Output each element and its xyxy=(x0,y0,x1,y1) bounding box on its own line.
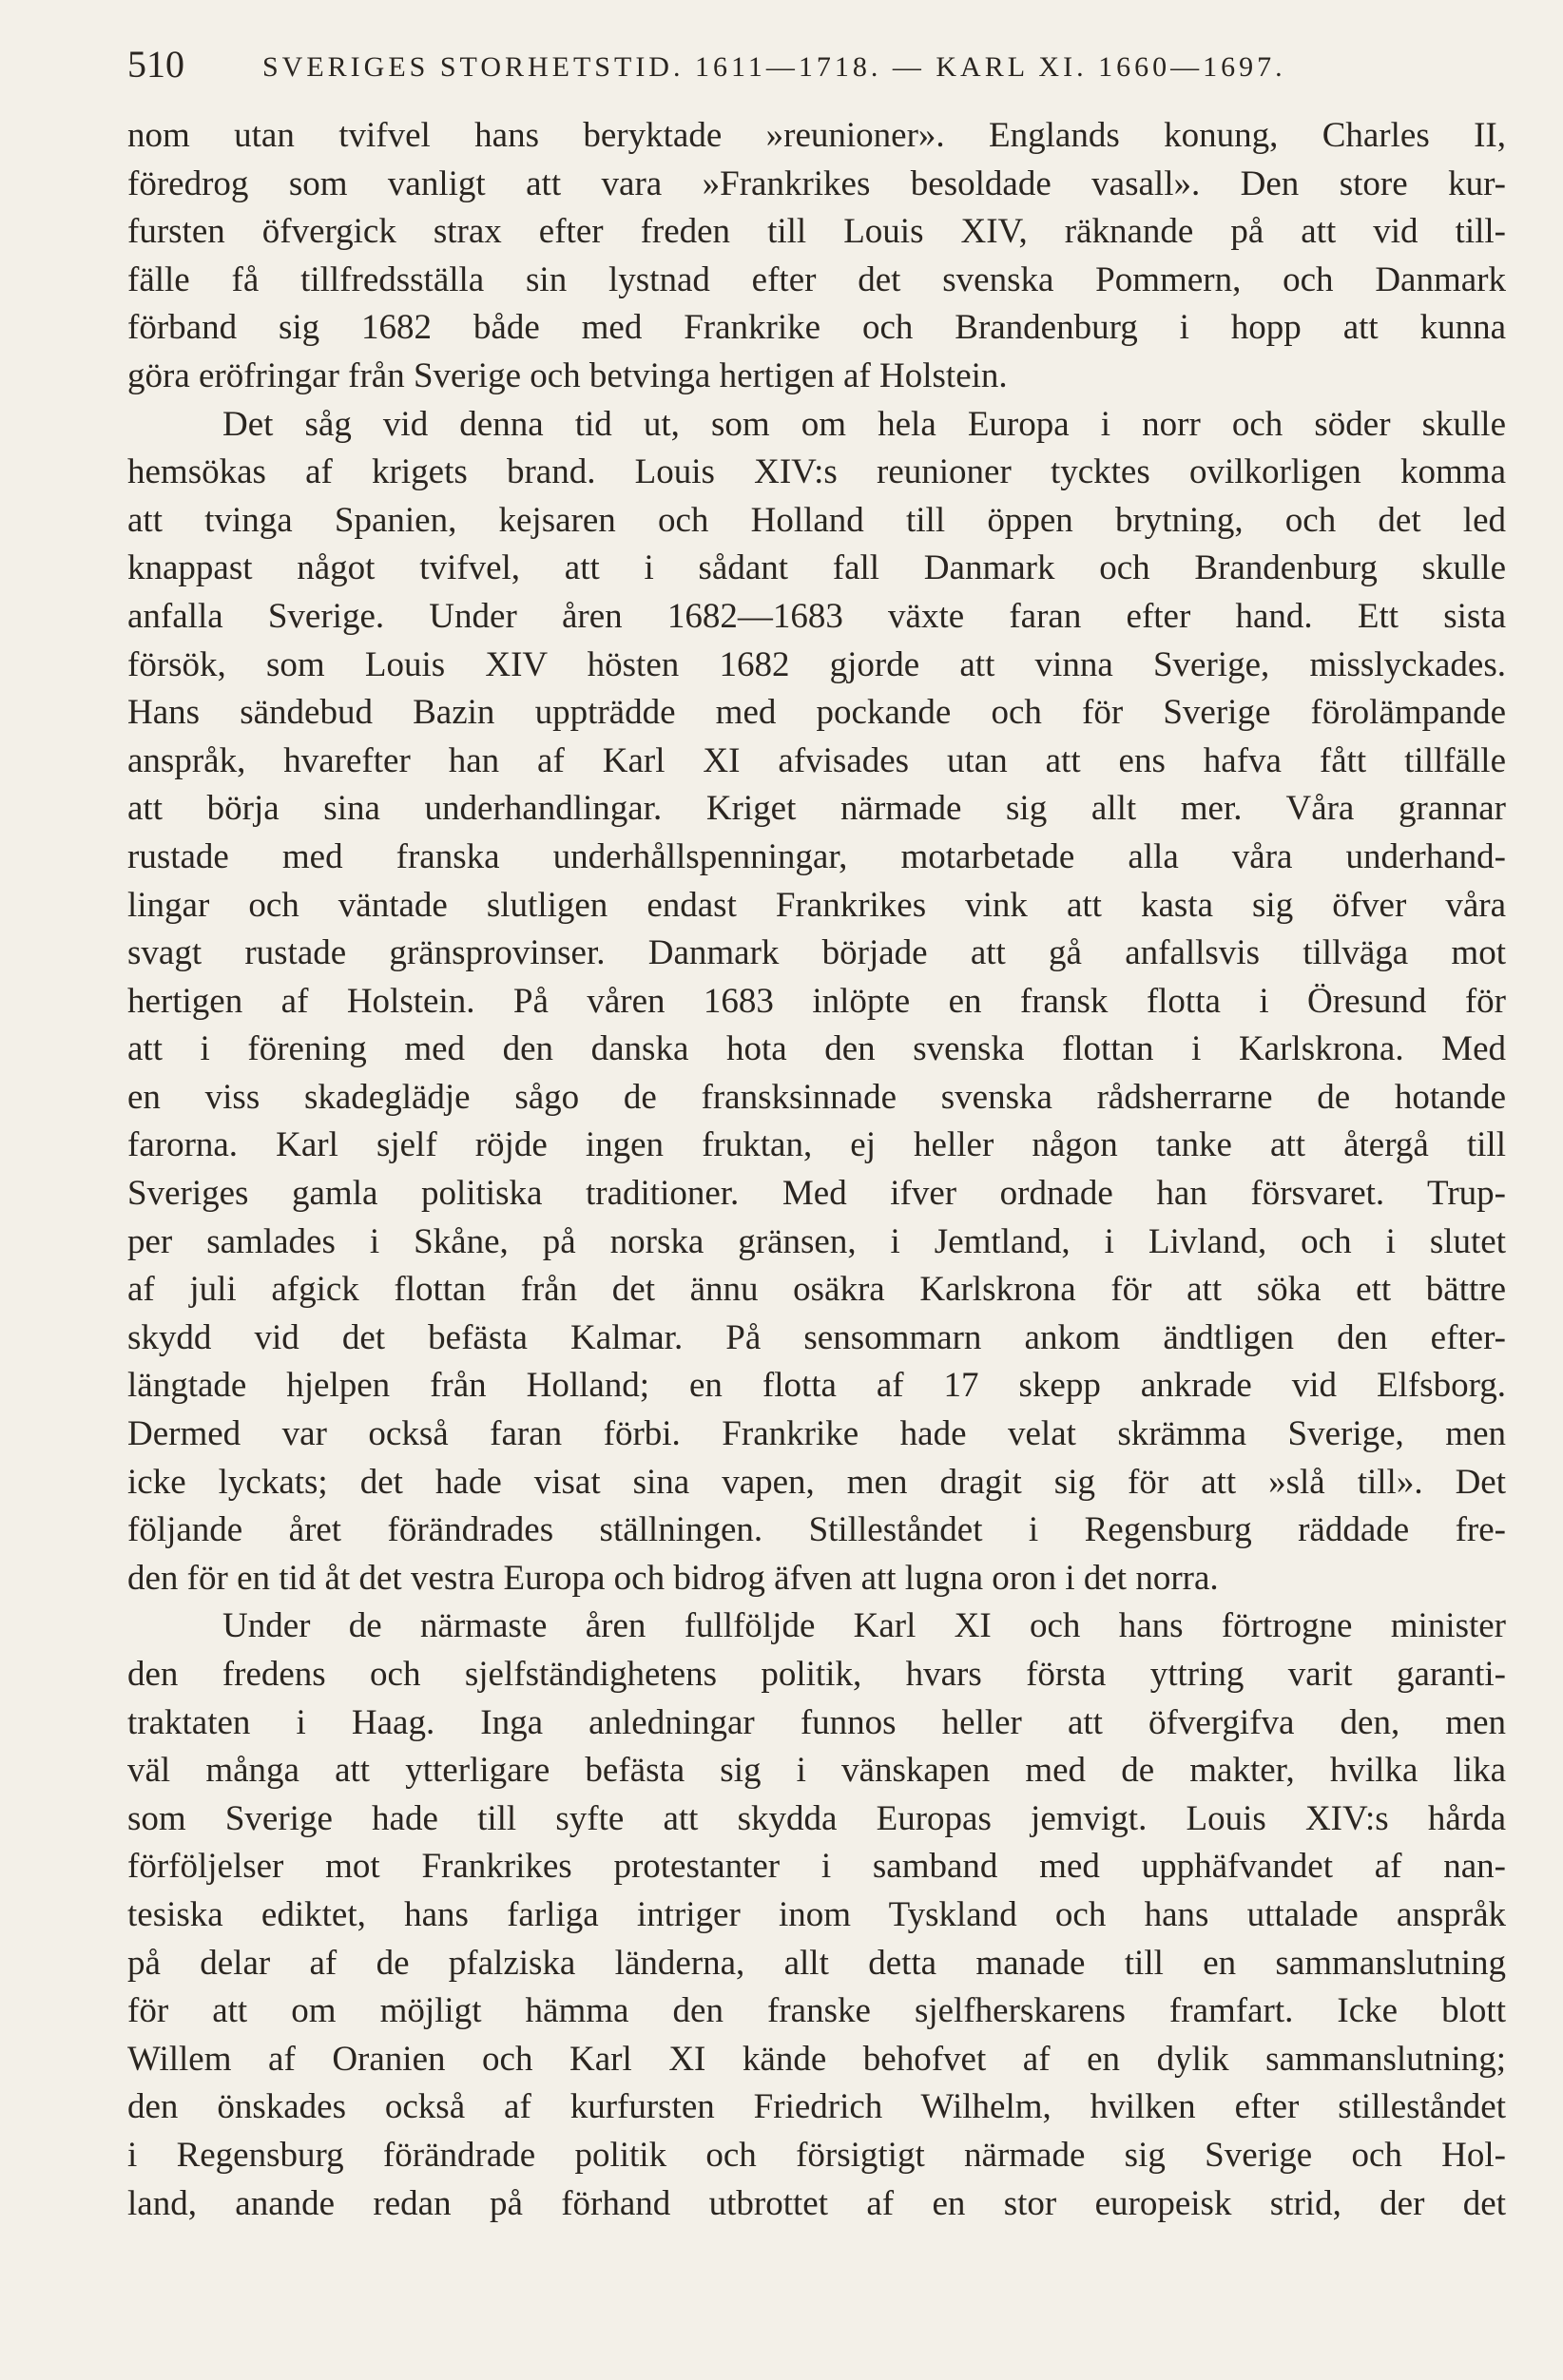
text-line: nom utan tvifvel hans beryktade »reunioner». Englands konung, Charles II, xyxy=(127,116,1506,155)
text-line: farorna. Karl sjelf röjde ingen fruktan, ej heller någon tanke att återgå till xyxy=(127,1125,1506,1165)
text-line: Sveriges gamla politiska traditioner. Med ifver ordnade han försvaret. Trup- xyxy=(127,1174,1506,1214)
text-line: skydd vid det befästa Kalmar. På sensommarn ankom ändtligen den efter- xyxy=(127,1317,1506,1357)
text-line: Det såg vid denna tid ut, som om hela Europa i norr och söder skulle xyxy=(222,404,1506,444)
paragraph xyxy=(127,401,1506,1603)
text-line: af juli afgick flottan från det ännu osäkra Karlskrona för att söka ett bättre xyxy=(127,1270,1506,1310)
text-line: Hans sändebud Bazin uppträdde med pockande och för Sverige förolämpande xyxy=(127,693,1506,733)
text-line: längtade hjelpen från Holland; en flotta af 17 skepp ankrade vid Elfsborg. xyxy=(127,1366,1506,1406)
text-line: förföljelser mot Frankrikes protestanter i samband med upphäfvandet af nan- xyxy=(127,1847,1506,1887)
text-line: försök, som Louis XIV hösten 1682 gjorde att vinna Sverige, misslyckades. xyxy=(127,644,1506,684)
text-line: den för en tid åt det vestra Europa och bidrog äfven att lugna oron i det norra. xyxy=(127,1558,1219,1598)
text-line: fälle få tillfredsställa sin lystnad efter det svenska Pommern, och Danmark xyxy=(127,259,1506,299)
text-line: Willem af Oranien och Karl XI kände behofvet af en dylik sammanslutning; xyxy=(127,2039,1506,2079)
text-line: knappast något tvifvel, att i sådant fall Danmark och Brandenburg skulle xyxy=(127,548,1506,588)
text-line: på delar af de pfalziska länderna, allt detta manade till en sammanslutning xyxy=(127,1943,1506,1983)
text-line: icke lyckats; det hade visat sina vapen, men dragit sig för att »slå till». Det xyxy=(127,1462,1506,1502)
text-line: hemsökas af krigets brand. Louis XIV:s reunioner tycktes ovilkorligen komma xyxy=(127,452,1506,492)
text-line: fursten öfvergick strax efter freden till Louis XIV, räknande på att vid till- xyxy=(127,212,1506,252)
text-line: Dermed var också faran förbi. Frankrike hade velat skrämma Sverige, men xyxy=(127,1414,1506,1454)
paragraph xyxy=(127,112,1506,401)
text-line: Under de närmaste åren fullföljde Karl XI och hans förtrogne minister xyxy=(222,1606,1506,1646)
text-line: land, anande redan på förhand utbrottet af en stor europeisk strid, der det xyxy=(127,2183,1506,2223)
text-line: att börja sina underhandlingar. Kriget närmade sig allt mer. Våra grannar xyxy=(127,789,1506,829)
text-line: rustade med franska underhållspenningar, motarbetade alla våra underhand- xyxy=(127,836,1506,876)
text-line: svagt rustade gränsprovinser. Danmark började att gå anfallsvis tillväga mot xyxy=(127,933,1506,973)
text-line: tesiska ediktet, hans farliga intriger inom Tyskland och hans uttalade anspråk xyxy=(127,1894,1506,1934)
text-line: väl många att ytterligare befästa sig i vänskapen med de makter, hvilka lika xyxy=(127,1751,1506,1791)
running-title: SVERIGES STORHETSTID. 1611—1718. — KARL XI. 1660—1697. xyxy=(262,51,1286,83)
text-line: att i förening med den danska hota den svenska flottan i Karlskrona. Med xyxy=(127,1029,1506,1069)
text-line: lingar och väntade slutligen endast Frankrikes vink att kasta sig öfver våra xyxy=(127,885,1506,925)
page-header xyxy=(127,42,1506,89)
text-line: hertigen af Holstein. På våren 1683 inlöpte en fransk flotta i Öresund för xyxy=(127,981,1506,1021)
text-line: anspråk, hvarefter han af Karl XI afvisades utan att ens hafva fått tillfälle xyxy=(127,740,1506,780)
text-line: per samlades i Skåne, på norska gränsen, i Jemtland, i Livland, och i slutet xyxy=(127,1221,1506,1261)
text-line: traktaten i Haag. Inga anledningar funnos heller att öfvergifva den, men xyxy=(127,1702,1506,1742)
text-line: förband sig 1682 både med Frankrike och Brandenburg i hopp att kunna xyxy=(127,308,1506,348)
text-line: den önskades också af kurfursten Friedrich Wilhelm, hvilken efter stilleståndet xyxy=(127,2087,1506,2127)
text-line: föredrog som vanligt att vara »Frankrikes besoldade vasall». Den store kur- xyxy=(127,163,1506,203)
text-line: att tvinga Spanien, kejsaren och Holland till öppen brytning, och det led xyxy=(127,500,1506,540)
text-line: göra eröfringar från Sverige och betvinga hertigen af Holstein. xyxy=(127,355,1008,395)
text-line: anfalla Sverige. Under åren 1682—1683 växte faran efter hand. Ett sista xyxy=(127,596,1506,636)
text-line: i Regensburg förändrade politik och försigtigt närmade sig Sverige och Hol- xyxy=(127,2135,1506,2175)
page-number: 510 xyxy=(127,43,184,86)
text-line: som Sverige hade till syfte att skydda Europas jemvigt. Louis XIV:s hårda xyxy=(127,1798,1506,1838)
body-text xyxy=(127,112,1506,2228)
paragraph xyxy=(127,1603,1506,2228)
text-line: en viss skadeglädje sågo de fransksinnade svenska rådsherrarne de hotande xyxy=(127,1077,1506,1117)
text-line: för att om möjligt hämma den franske sjelfherskarens framfart. Icke blott xyxy=(127,1991,1506,2031)
text-line: den fredens och sjelfständighetens politik, hvars första yttring varit garanti- xyxy=(127,1655,1506,1694)
text-line: följande året förändrades ställningen. Stilleståndet i Regensburg räddade fre- xyxy=(127,1510,1506,1550)
